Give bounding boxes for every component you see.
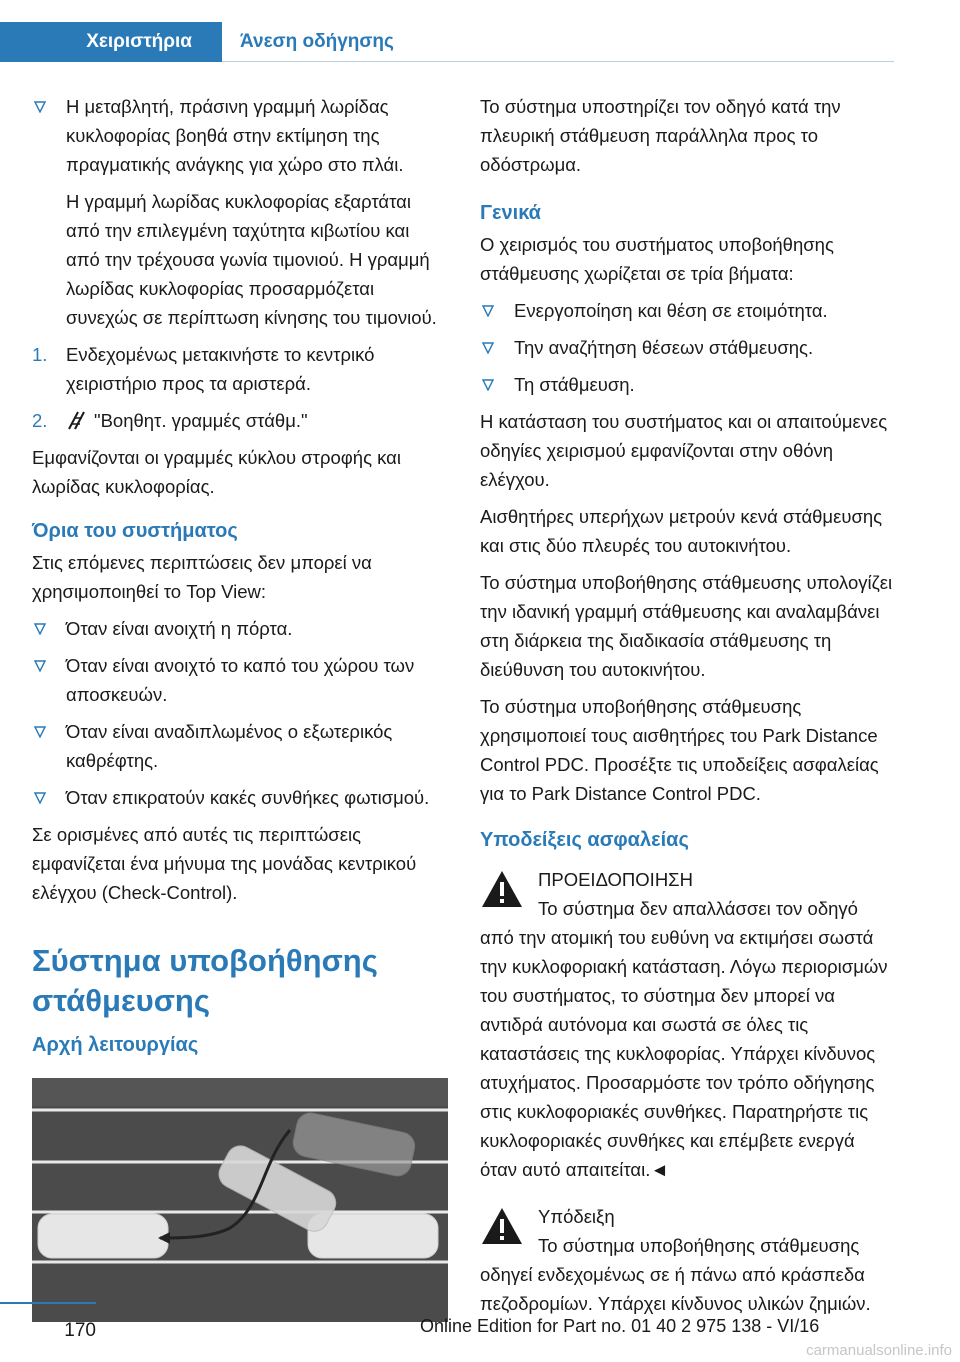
numbered-step — [32, 340, 448, 398]
list-item-text: Η μεταβλητή, πράσινη γραμμή λωρίδας κυκλοφορίας βοηθά στην εκτίμηση της πραγματικής ανάγκης για χώρο στο πλάι. — [66, 96, 404, 175]
triangle-bullet-icon — [480, 296, 514, 325]
edition-label: Online Edition for Part no. 01 40 2 975 138 - VI/16 — [420, 1316, 820, 1336]
paragraph: Η γραμμή λωρίδας κυκλοφορίας εξαρτάται από την επιλεγμένη ταχύτητα κιβωτίου και από την τρέχουσα γωνία τιμονιού. Η γραμμή λωρίδας κυκλοφορίας προσαρμόζεται συνεχώς σε περίπτωση κίνησης του τιμονιού. — [66, 191, 437, 328]
right-column — [480, 92, 896, 1326]
note-block — [480, 1202, 896, 1260]
note-title: Υπόδειξη — [538, 1206, 615, 1227]
triangle-bullet-icon — [480, 333, 514, 362]
list-item — [480, 370, 896, 399]
paragraph: Ο χειρισμός του συστήματος υποβοήθησης στάθμευσης χωρίζεται σε τρία βήματα: — [480, 234, 834, 284]
triangle-bullet-icon — [32, 651, 66, 709]
paragraph: Αισθητήρες υπερήχων μετρούν κενά στάθμευσης και στις δύο πλευρές του αυτοκινήτου. — [480, 506, 883, 556]
warning-title: ΠΡΟΕΙΔΟΠΟΙΗΣΗ — [538, 869, 693, 890]
limits-heading: Όρια του συστήματος — [32, 520, 238, 542]
list-item — [32, 717, 448, 775]
numbered-step — [32, 406, 448, 435]
list-item-text: Όταν είναι αναδιπλωμένος ο εξωτερικός καθρέφτης. — [66, 721, 393, 771]
list-item — [32, 651, 448, 709]
paragraph: Το σύστημα υποβοήθησης στάθμευσης χρησιμοποιεί τους αισθητήρες του Park Distance Control PDC. Προσέξτε τις υποδείξεις ασφαλείας για το Park Distance Control PDC. — [480, 696, 879, 804]
list-item — [32, 783, 448, 812]
triangle-bullet-icon — [32, 614, 66, 643]
step-number: 1. — [32, 344, 48, 365]
warning-block — [480, 865, 896, 923]
section-title: Σύστημα υποβοήθησης στάθμευσης — [32, 943, 378, 1018]
triangle-bullet-icon — [32, 92, 66, 179]
page-header — [0, 0, 960, 62]
paragraph: Εμφανίζονται οι γραμμές κύκλου στροφής και λωρίδας κυκλοφορίας. — [32, 447, 401, 497]
warning-lead: Το σύστημα δεν απαλλάσσει τον οδηγό — [538, 898, 858, 919]
paragraph: Το σύστημα υποστηρίζει τον οδηγό κατά την πλευρική στάθμευση παράλληλα προς το οδόστρωμα. — [480, 96, 841, 175]
list-item-text: Όταν επικρατούν κακές συνθήκες φωτισμού. — [66, 787, 430, 808]
safety-heading: Υποδείξεις ασφαλείας — [480, 829, 689, 851]
warning-text: από την ατομική του ευθύνη να εκτιμήσει σωστά την κυκλοφοριακή κατάσταση. Λόγω περιορισμών του συστήματος, το σύστημα δεν μπορεί να αντιδρά αυτόνομα και σωστά σε όλες τις καταστάσεις της κυκλοφορίας. Υπάρχει κίνδυνος ατυχήματος. Προσαρμόστε τον τρόπο οδήγησης στις κυκλοφοριακές συνθήκες. Παρατηρήστε τις κυκλοφοριακές συνθήκες και επέμβετε ενεργά όταν αυτό απαιτείται.◄ — [480, 927, 888, 1180]
list-item-text: Όταν είναι ανοιχτό το καπό του χώρου των αποσκευών. — [66, 655, 415, 705]
list-item — [480, 296, 896, 325]
paragraph: Σε ορισμένες από αυτές τις περιπτώσεις εμφανίζεται ένα μήνυμα της μονάδας κεντρικού ελέγχου (Check-Control). — [32, 824, 417, 903]
header-section-tab[interactable]: Άνεση οδήγησης — [222, 22, 894, 62]
watermark: carmanualsonline.info — [806, 1342, 952, 1359]
list-item-text: Ενεργοποίηση και θέση σε ετοιμότητα. — [514, 300, 828, 321]
paragraph: Το σύστημα υποβοήθησης στάθμευσης υπολογίζει την ιδανική γραμμή στάθμευσης και αναλαμβάνει στη διάρκεια της διαδικασία στάθμευσης τη διεύθυνση του αυτοκινήτου. — [480, 572, 893, 680]
list-item-text: Όταν είναι ανοιχτή η πόρτα. — [66, 618, 293, 639]
general-heading: Γενικά — [480, 202, 541, 224]
header-chapter-tab[interactable]: Χειριστήρια — [0, 22, 222, 62]
note-lead: Το σύστημα υποβοήθησης στάθμευσης — [538, 1235, 860, 1256]
left-column — [32, 92, 448, 1322]
list-item-text: Τη στάθμευση. — [514, 374, 635, 395]
warning-triangle-icon — [480, 865, 538, 923]
step-text: "Βοηθητ. γραμμές στάθμ." — [94, 410, 308, 431]
triangle-bullet-icon — [480, 370, 514, 399]
principle-heading: Αρχή λειτουργίας — [32, 1034, 199, 1056]
list-item-text: Την αναζήτηση θέσεων στάθμευσης. — [514, 337, 814, 358]
triangle-bullet-icon — [32, 717, 66, 775]
list-item — [32, 92, 448, 179]
parking-illustration — [32, 1078, 448, 1322]
list-item — [32, 614, 448, 643]
page-number: 170 — [0, 1302, 96, 1362]
paragraph: Η κατάσταση του συστήματος και οι απαιτούμενες οδηγίες χειρισμού εμφανίζονται στην οθόνη ελέγχου. — [480, 411, 888, 490]
list-item — [480, 333, 896, 362]
note-text: οδηγεί ενδεχομένως σε ή πάνω από κράσπεδα πεζοδρομίων. Υπάρχει κίνδυνος υλικών ζημιών. — [480, 1264, 871, 1314]
step-number: 2. — [32, 410, 48, 431]
paragraph: Στις επόμενες περιπτώσεις δεν μπορεί να χρησιμοποιηθεί το Top View: — [32, 552, 372, 602]
parking-lines-icon — [66, 409, 88, 429]
step-text: Ενδεχομένως μετακινήστε το κεντρικό χειριστήριο προς τα αριστερά. — [66, 344, 375, 394]
warning-triangle-icon — [480, 1202, 538, 1260]
triangle-bullet-icon — [32, 783, 66, 812]
